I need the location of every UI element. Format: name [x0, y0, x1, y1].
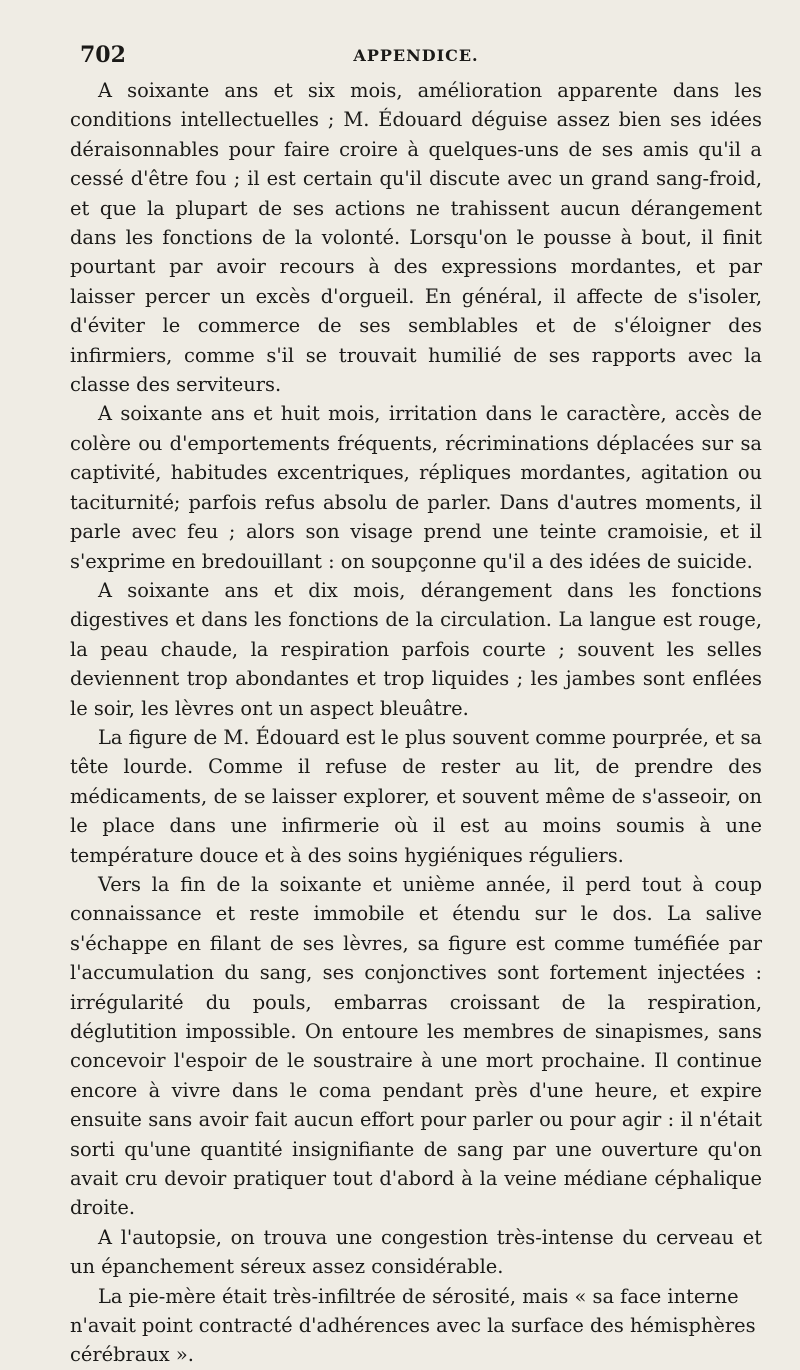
page-number: 702 — [80, 42, 126, 68]
paragraph: A soixante ans et huit mois, irritation dans le caractère, accès de colère ou d'emportements fréquents, récriminations déplacées sur sa captivité, habitudes excentriques, répliques mordantes, agitation ou taciturnité; parfois refus absolu de parler. Dans d'autres moments, il parle avec feu ; alors son visage prend une teinte cramoisie, et il s'exprime en bredouillant : on soupçonne qu'il a des idées de suicide. — [70, 402, 762, 573]
page-header — [70, 36, 762, 76]
running-title: APPENDICE. — [353, 46, 479, 65]
paragraph: A soixante ans et dix mois, dérangement dans les fonctions digestives et dans les fonctions de la circulation. La langue est rouge, la peau chaude, la respiration parfois courte ; souvent les selles deviennent trop abondantes et trop liquides ; les jambes sont enflées le soir, les lèvres ont un aspect bleuâtre. — [70, 578, 762, 720]
paragraph: La figure de M. Édouard est le plus souvent comme pourprée, et sa tête lourde. Comme il refuse de rester au lit, de prendre des médicaments, de se laisser explorer, et souvent même de s'asseoir, on le place dans une infirmerie où il est au moins soumis à une température douce et à des soins hygiéniques réguliers. — [70, 725, 762, 867]
paragraph: La pie-mère était très-infiltrée de sérosité, mais « sa face interne n'avait point contracté d'adhérences avec la surface des hémisphères cérébraux ». — [70, 1284, 756, 1367]
paragraph: Vers la fin de la soixante et unième année, il perd tout à coup connaissance et reste immobile et étendu sur le dos. La salive s'échappe en filant de ses lèvres, sa figure est comme tuméfiée par l'accumulation du sang, ses conjonctives sont fortement injectées : irrégularité du pouls, embarras croissant de la respiration, déglutition impossible. On entoure les membres de sinapismes, sans concevoir l'espoir de le soustraire à une mort prochaine. Il continue encore à vivre dans le coma pendant près d'une heure, et expire ensuite sans avoir fait aucun effort pour parler ou pour agir : il n'était sorti qu'une quantité insignifiante de sang par une ouverture qu'on avait cru devoir pratiquer tout d'abord à la veine médiane céphalique droite. — [70, 872, 762, 1220]
paragraph: A l'autopsie, on trouva une congestion très-intense du cerveau et un épanchement séreux assez considérable. — [70, 1225, 762, 1279]
paragraph: A soixante ans et six mois, amélioration apparente dans les conditions intellectuelles ; M. Édouard déguise assez bien ses idées déraisonnables pour faire croire à quelques-uns de ses amis qu'il a cessé d'être fou ; il est certain qu'il discute avec un grand sang-froid, et que la plupart de ses actions ne trahissent aucun dérangement dans les fonctions de la volonté. Lorsqu'on le pousse à bout, il finit pourtant par avoir recours à des expressions mordantes, et par laisser percer un excès d'orgueil. En général, il affecte de s'isoler, d'éviter le commerce de ses semblables et de s'éloigner des infirmiers, comme s'il se trouvait humilié de ses rapports avec la classe des serviteurs. — [70, 79, 762, 397]
body-text — [70, 76, 762, 1370]
